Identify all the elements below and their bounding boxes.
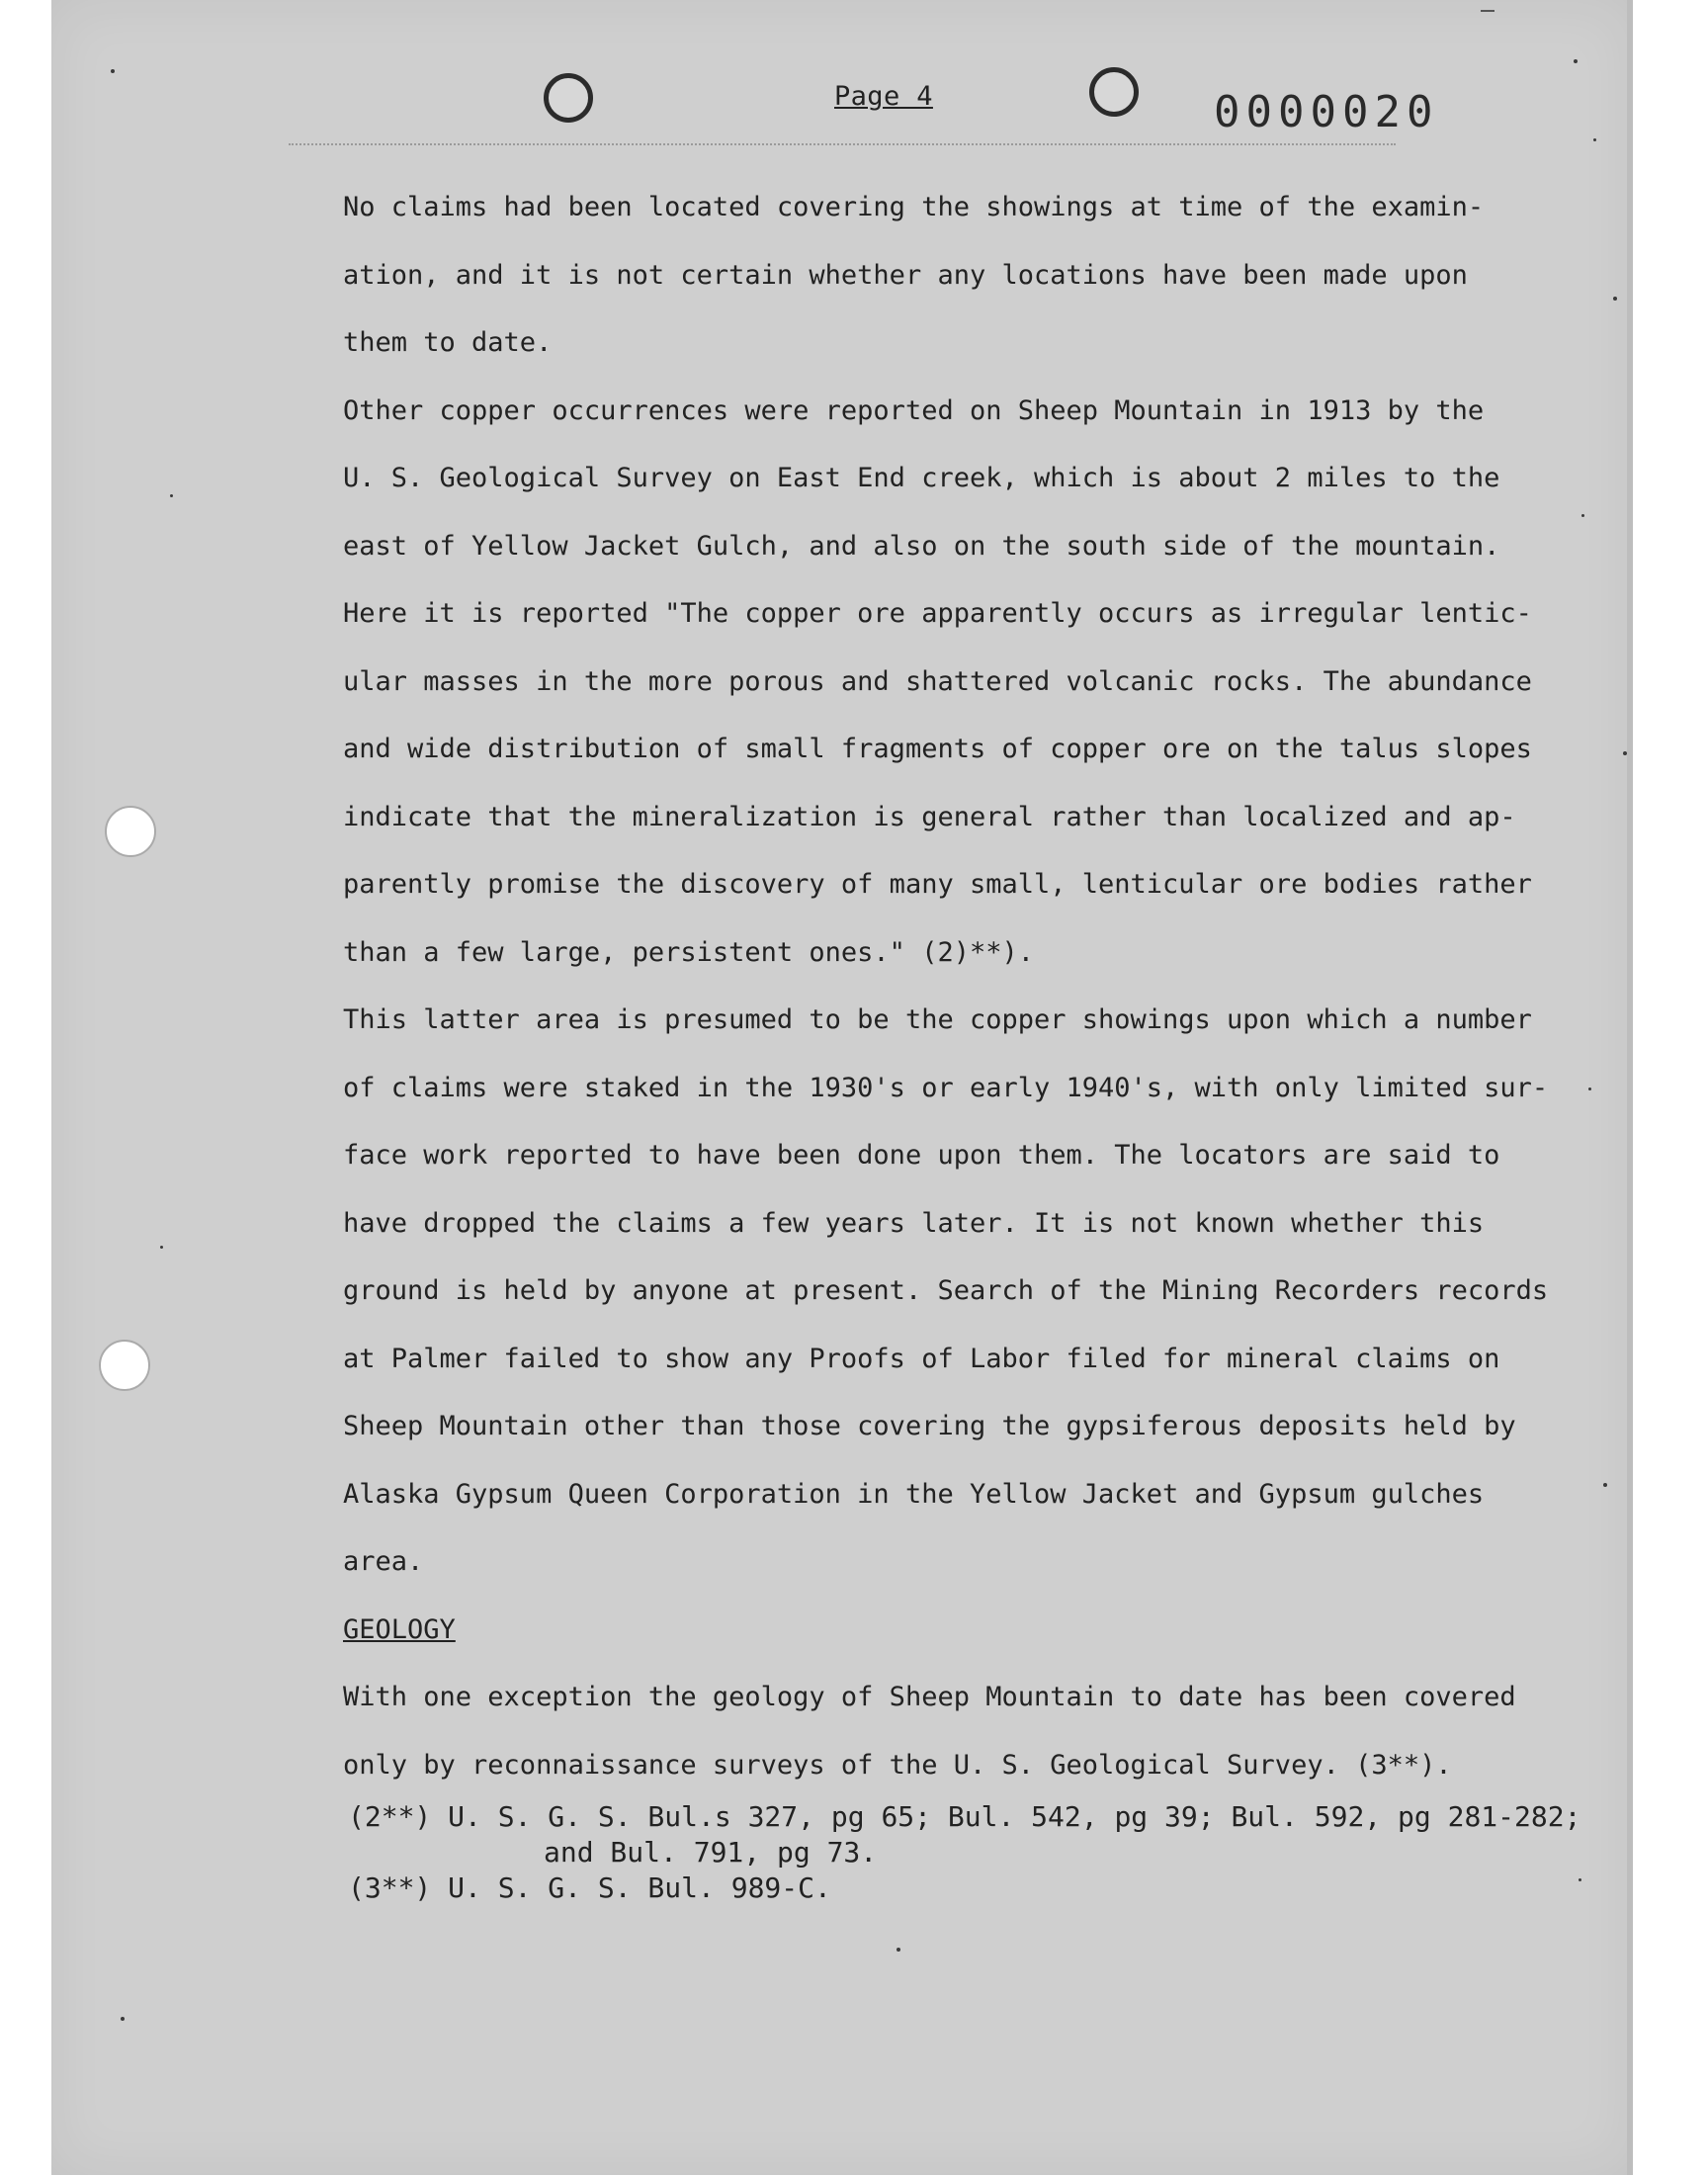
body-text (343, 174, 1618, 1799)
footnote-2-continuation: and Bul. 791, pg 73. (544, 1836, 878, 1869)
binder-ring-right (1089, 67, 1139, 117)
scan-speck (111, 69, 115, 73)
body-line: parently promise the discovery of many small, lenticular ore bodies rather (343, 869, 1532, 900)
corner-mark (1481, 4, 1494, 12)
body-line: than a few large, persistent ones." (2)**). (343, 936, 1034, 968)
body-line: ation, and it is not certain whether any locations have been made upon (343, 259, 1468, 291)
binder-ring-left (544, 73, 593, 123)
body-line: of claims were staked in the 1930's or early 1940's, with only limited sur- (343, 1072, 1549, 1103)
scan-speck (170, 494, 173, 497)
body-line: east of Yellow Jacket Gulch, and also on the south side of the mountain. (343, 530, 1500, 562)
scan-speck (160, 1246, 163, 1249)
body-line: U. S. Geological Survey on East End creek, which is about 2 miles to the (343, 463, 1500, 493)
body-line: Here it is reported "The copper ore apparently occurs as irregular lentic- (343, 598, 1532, 629)
document-page (51, 0, 1633, 2175)
header-divider (289, 143, 1396, 145)
body-line: at Palmer failed to show any Proofs of Labor filed for mineral claims on (343, 1343, 1500, 1374)
body-line: Alaska Gypsum Queen Corporation in the Yellow Jacket and Gypsum gulches (343, 1478, 1485, 1510)
body-line: have dropped the claims a few years later. It is not known whether this (343, 1207, 1485, 1239)
body-line: This latter area is presumed to be the copper showings upon which a number (343, 1004, 1532, 1035)
scan-speck (1593, 138, 1596, 141)
scan-speck (1603, 1483, 1607, 1487)
body-line: area. (343, 1546, 424, 1577)
body-line: Sheep Mountain other than those covering the gypsiferous deposits held by (343, 1411, 1516, 1441)
geology-line: With one exception the geology of Sheep Mountain to date has been covered (343, 1682, 1516, 1712)
scan-speck (1623, 751, 1627, 755)
body-line: them to date. (343, 327, 553, 358)
scan-speck (1579, 1878, 1581, 1881)
footnote-2: (2**) U. S. G. S. Bul.s 327, pg 65; Bul. 542, pg 39; Bul. 592, pg 281-282; (348, 1800, 1581, 1833)
punch-hole-lower (99, 1340, 150, 1391)
body-line: ular masses in the more porous and shattered volcanic rocks. The abundance (343, 665, 1532, 697)
scan-speck (897, 1948, 900, 1952)
scan-speck (1581, 514, 1584, 517)
footnote-3: (3**) U. S. G. S. Bul. 989-C. (348, 1871, 831, 1904)
body-line: and wide distribution of small fragments of copper ore on the talus slopes (343, 734, 1532, 764)
body-line: face work reported to have been done upon them. The locators are said to (343, 1140, 1500, 1171)
section-heading-geology: GEOLOGY (343, 1613, 456, 1645)
page-number: Page 4 (834, 81, 933, 112)
scan-speck (1574, 59, 1578, 63)
body-line: ground is held by anyone at present. Search of the Mining Recorders records (343, 1275, 1549, 1306)
body-line: indicate that the mineralization is general rather than localized and ap- (343, 801, 1516, 832)
scan-speck (1588, 1088, 1591, 1090)
footnotes (348, 1799, 1633, 1906)
document-number: 0000020 (1214, 87, 1439, 137)
geology-line: only by reconnaissance surveys of the U. S. Geological Survey. (3**). (343, 1749, 1452, 1781)
scan-speck (1613, 297, 1617, 301)
body-line: Other copper occurrences were reported on Sheep Mountain in 1913 by the (343, 394, 1485, 426)
scan-speck (121, 2017, 125, 2021)
body-line: No claims had been located covering the showings at time of the examin- (343, 192, 1485, 222)
punch-hole-upper (105, 806, 156, 857)
